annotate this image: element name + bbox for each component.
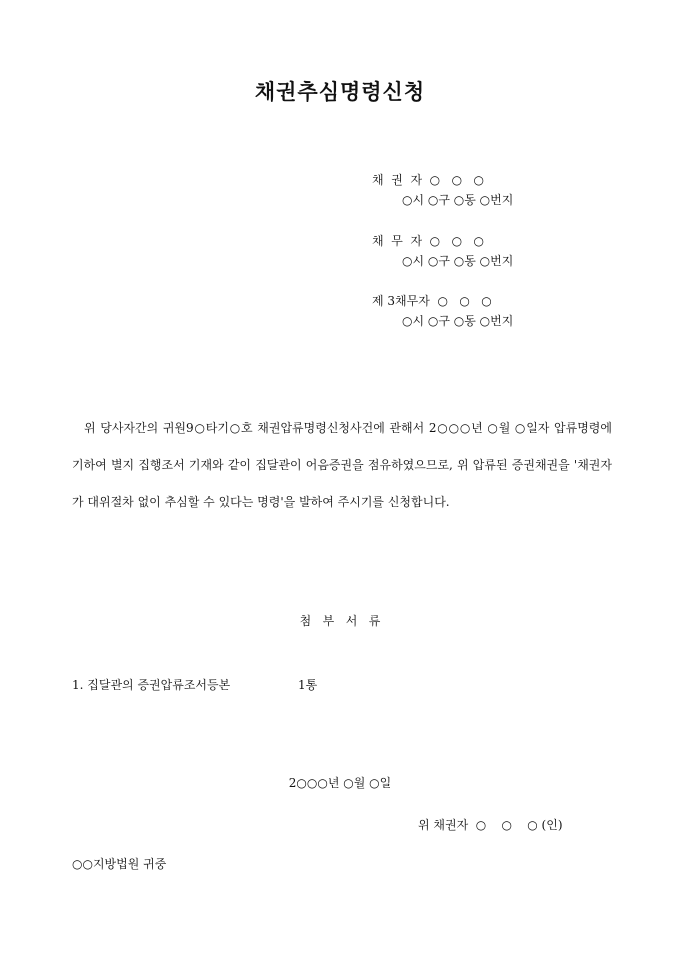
attachment-name: 1. 집달관의 증권압류조서등본 <box>72 678 231 692</box>
debtor-label: 채 무 자 ○ ○ ○ <box>372 234 484 248</box>
signature-line: 위 채권자 ○ ○ ○ (인) <box>418 818 563 832</box>
third-debtor-address: ○시 ○구 ○동 ○번지 <box>402 314 514 328</box>
debtor-block <box>372 231 513 271</box>
application-body: 위 당사자간의 귀원9○타기○호 채권압류명령신청사건에 관해서 2○○○년 ○월 ○일자 압류명령에 기하여 별지 집행조서 기재와 같이 집달관이 어음증권을 점유하였으므로, 위 압류된 증권채권을 '채권자가 대위절차 없이 추심할 수 있다는 명령'을 발하여 주시기를 신청합니다. <box>72 421 612 509</box>
third-debtor-block <box>372 291 513 331</box>
court-addressee: ○○지방법원 귀중 <box>72 857 167 871</box>
attachment-count: 1통 <box>298 678 318 692</box>
attachment-item <box>72 676 318 693</box>
document-date: 2○○○년 ○월 ○일 <box>288 776 392 790</box>
attachments-heading: 첨 부 서 류 <box>299 614 381 628</box>
creditor-label: 채 권 자 ○ ○ ○ <box>372 173 484 187</box>
creditor-address: ○시 ○구 ○동 ○번지 <box>402 193 514 207</box>
debtor-address: ○시 ○구 ○동 ○번지 <box>402 254 514 268</box>
creditor-block <box>372 170 513 210</box>
document-title: 채권추심명령신청 <box>254 79 426 104</box>
third-debtor-label: 제 3채무자 ○ ○ ○ <box>372 294 492 308</box>
